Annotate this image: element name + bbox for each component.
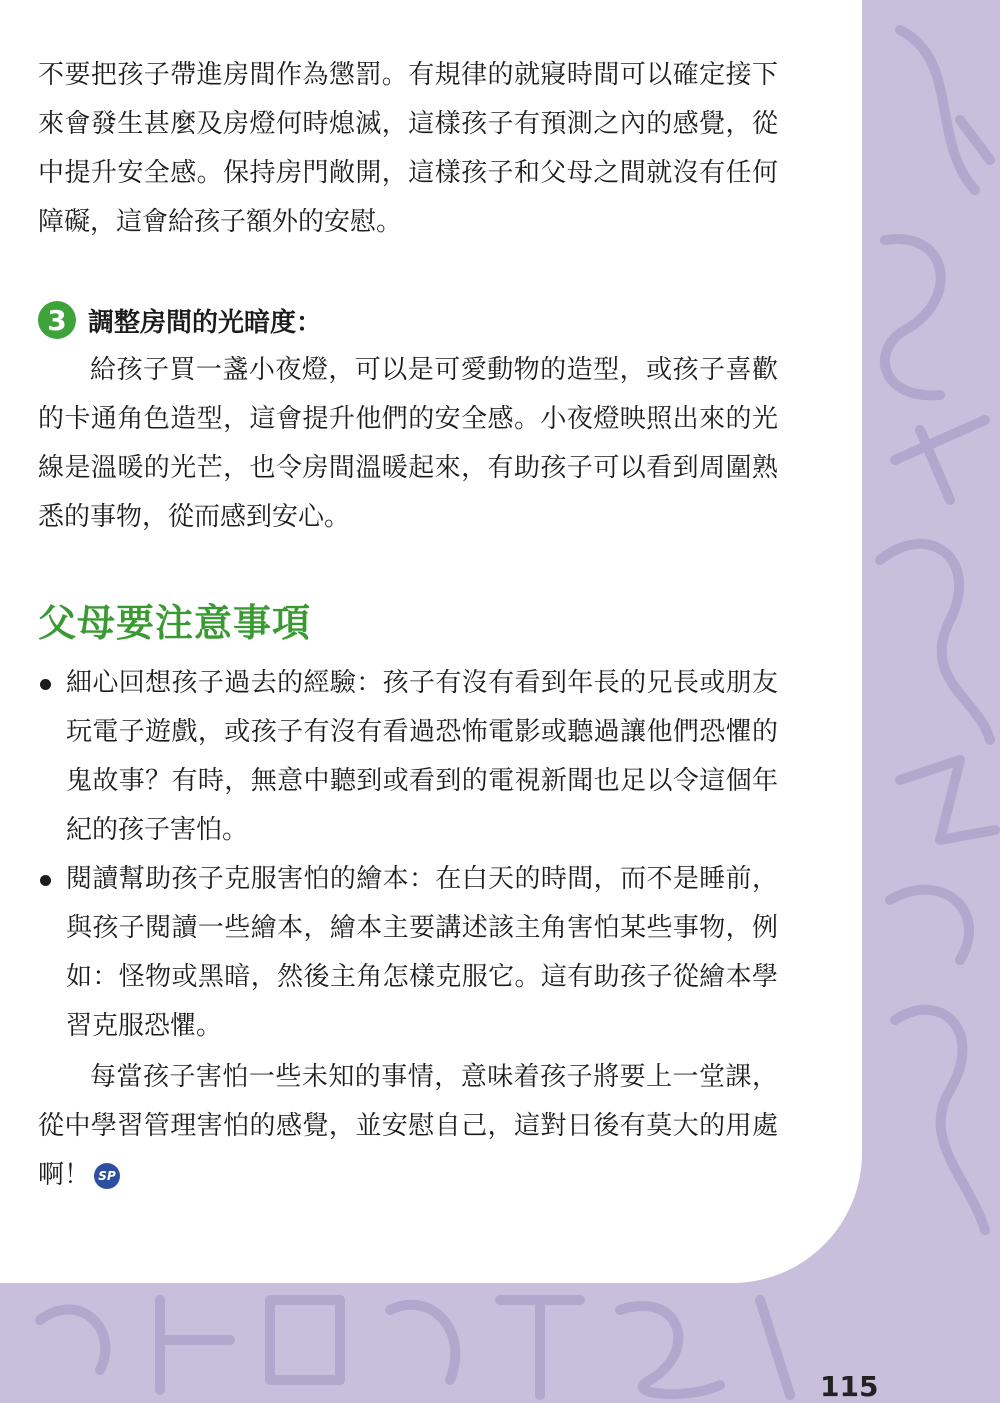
sp-logo-icon: SP [94,1163,120,1189]
section-3-heading [38,300,322,340]
closing-paragraph [38,1053,778,1200]
number-3-badge: 3 [38,301,76,339]
bullet-text: 閱讀幫助孩子克服害怕的繪本：在白天的時間，而不是睡前，與孩子閱讀一些繪本，繪本主要講述該主角害怕某些事物，例如：怪物或黑暗，然後主角怎樣克服它。這有助孩子從繪本學習克服恐懼。 [66,864,778,1041]
closing-text: 每當孩子害怕一些未知的事情，意味着孩子將要上一堂課，從中學習管理害怕的感覺，並安慰自己，這對日後有莫大的用處啊！ [38,1062,778,1190]
parent-notes-list [38,659,778,1051]
list-item [38,659,778,855]
bullet-dot-icon [40,679,51,690]
page-number: 115 [820,1370,879,1403]
bullet-dot-icon [40,875,51,886]
paragraph-1: 不要把孩子帶進房間作為懲罰。有規律的就寢時間可以確定接下來會發生甚麼及房燈何時熄滅，這樣孩子有預測之內的感覺，從中提升安全感。保持房門敞開，這樣孩子和父母之間就沒有任何障礙，這會給孩子額外的安慰。 [38,60,778,237]
parent-notes-title: 父母要注意事項 [38,601,312,645]
section-3-paragraph: 給孩子買一盞小夜燈，可以是可愛動物的造型，或孩子喜歡的卡通角色造型，這會提升他們的安全感。小夜燈映照出來的光線是溫暖的光芒，也令房間溫暖起來，有助孩子可以看到周圍熟悉的事物，從而感到安心。 [38,355,778,532]
list-item [38,855,778,1051]
bullet-text: 細心回想孩子過去的經驗：孩子有沒有看到年長的兄長或朋友玩電子遊戲，或孩子有沒有看過恐怖電影或聽過讓他們恐懼的鬼故事？有時，無意中聽到或看到的電視新聞也足以令這個年紀的孩子害怕。 [66,668,778,845]
section-3-title: 調整房間的光暗度： [88,307,323,338]
